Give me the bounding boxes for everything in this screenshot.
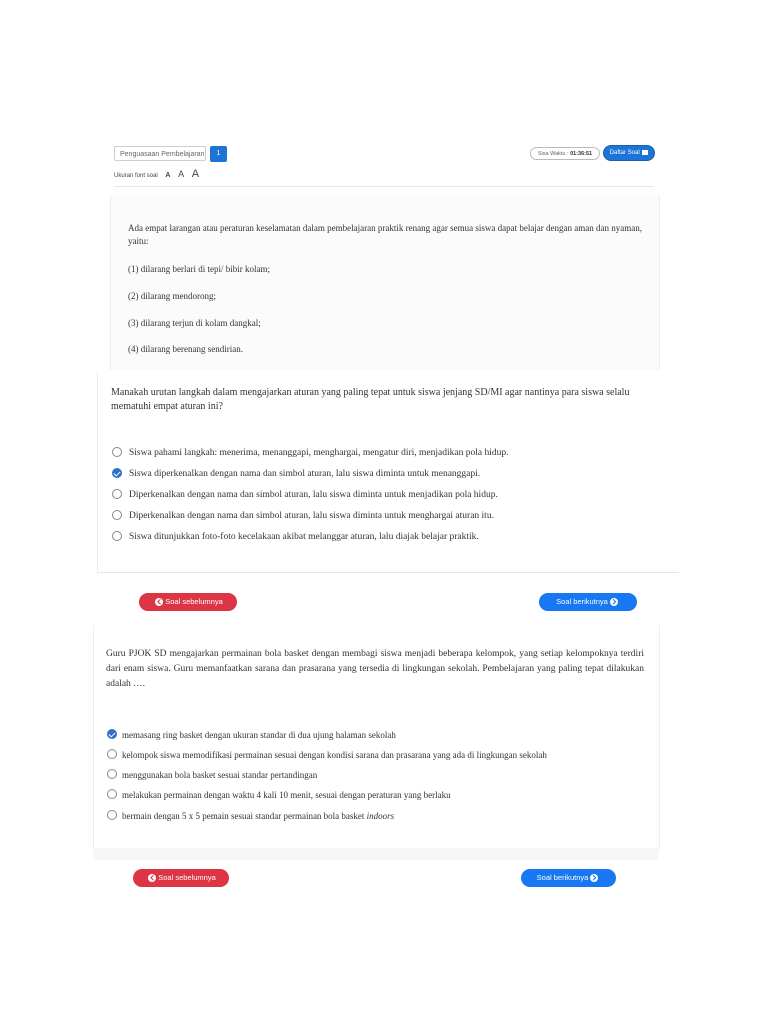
q1-option-1-radio[interactable]: [112, 447, 122, 457]
question1-text: Manakah urutan langkah dalam mengajarkan aturan yang paling tepat untuk siswa jenjang SD/MI agar nantinya para siswa selalu mematuhi empat aturan ini?: [111, 387, 630, 412]
q2-option-2-label[interactable]: kelompok siswa memodifikasi permainan sesuai dengan kondisi sarana dan prasarana yang ada di lingkungan sekolah: [122, 750, 547, 760]
q1-option-4-radio[interactable]: [112, 510, 122, 520]
header-divider: [114, 186, 654, 187]
q1-option-3-radio[interactable]: [112, 489, 122, 499]
q2-option-4-radio[interactable]: [107, 789, 117, 799]
q2-option-5-radio[interactable]: [107, 810, 117, 820]
previous-question-button-2[interactable]: [133, 869, 229, 887]
q2-option-5-label[interactable]: [122, 810, 394, 823]
next-label: Soal berikutnya: [556, 597, 608, 606]
rule-2: (2) dilarang mendorong;: [128, 291, 216, 301]
q1-option-5-label[interactable]: Siswa ditunjukkan foto-foto kecelakaan akibat melanggar aturan, lalu diajak belajar praktik.: [129, 532, 479, 542]
q1-option-1-label[interactable]: Siswa pahami langkah: menerima, menanggapi, menghargai, mengatur diri, menjadikan pola hidup.: [129, 448, 509, 458]
next-label: Soal berikutnya: [536, 873, 589, 882]
prev-label: Soal sebelumnya: [158, 873, 216, 882]
q2-option-3-radio[interactable]: [107, 769, 117, 779]
chevron-left-circle-icon: [148, 874, 156, 882]
rule-3: (3) dilarang terjun di kolam dangkal;: [128, 318, 261, 328]
timer-value: 01:36:51: [570, 151, 593, 157]
grid-icon: [642, 150, 648, 155]
font-size-label: Ukuran font soal: [114, 173, 158, 179]
q1-option-2-label[interactable]: Siswa diperkenalkan dengan nama dan simbol aturan, lalu siswa diminta untuk menanggapi.: [129, 469, 481, 479]
q2-option-2-radio[interactable]: [107, 749, 117, 759]
previous-question-button[interactable]: [139, 593, 237, 611]
font-size-control: [114, 168, 205, 180]
topic-field[interactable]: Penguasaan Pembelajaran: [114, 146, 206, 161]
q1-option-3-label[interactable]: Diperkenalkan dengan nama dan simbol aturan, lalu siswa diminta untuk menjadikan pola hidup.: [129, 490, 498, 500]
rule-4: (4) dilarang berenang sendirian.: [128, 344, 243, 354]
q2-option-4-label[interactable]: melakukan permainan dengan waktu 4 kali 10 menit, sesuai dengan peraturan yang berlaku: [122, 790, 451, 800]
font-size-medium-button[interactable]: A: [178, 169, 185, 179]
panel-shadow: [93, 848, 658, 860]
chevron-left-circle-icon: [155, 598, 163, 606]
q2-option-3-label[interactable]: menggunakan bola basket sesuai standar pertandingan: [122, 770, 318, 780]
remaining-time-badge: [530, 147, 600, 160]
chevron-right-circle-icon: [590, 874, 598, 882]
q2-option-1-label[interactable]: memasang ring basket dengan ukuran standar di dua ujung halaman sekolah: [122, 730, 396, 740]
chevron-right-circle-icon: [610, 598, 618, 606]
q2-option-5-text: bermain dengan 5 x 5 pemain sesuai standar permainan bola basket: [122, 811, 365, 821]
question-number-badge[interactable]: 1: [210, 146, 227, 162]
rule-1: (1) dilarang berlari di tepi/ bibir kolam;: [128, 264, 270, 274]
q2-option-5-italic: indoors: [366, 811, 395, 821]
font-size-small-button[interactable]: A: [165, 172, 171, 179]
font-size-large-button[interactable]: A: [191, 168, 200, 180]
stimulus-intro: Ada empat larangan atau peraturan keselamatan dalam pembelajaran praktik renang agar semua siswa dapat belajar dengan aman dan nyaman, yaitu:: [128, 223, 643, 246]
next-question-button-2[interactable]: [521, 869, 616, 887]
question-list-button[interactable]: [604, 146, 654, 160]
next-question-button[interactable]: [539, 593, 637, 611]
q1-option-5-radio[interactable]: [112, 531, 122, 541]
question2-text: Guru PJOK SD mengajarkan permainan bola basket dengan membagi siswa menjadi beberapa kelompok, yang setiap kelompoknya terdiri dari enam siswa. Guru memanfaatkan sarana dan prasarana yang tersedia di lingkungan sekolah. Pembelajaran yang paling tepat dilakukan adalah ….: [106, 649, 644, 689]
timer-label: Sisa Waktu :: [537, 151, 569, 157]
q1-option-4-label[interactable]: Diperkenalkan dengan nama dan simbol aturan, lalu siswa diminta untuk menghargai aturan itu.: [129, 511, 494, 521]
q1-option-2-radio-checked[interactable]: [112, 468, 122, 478]
question-list-label: Daftar Soal: [609, 150, 640, 156]
q2-option-1-radio-checked[interactable]: [107, 729, 117, 739]
prev-label: Soal sebelumnya: [165, 597, 223, 606]
